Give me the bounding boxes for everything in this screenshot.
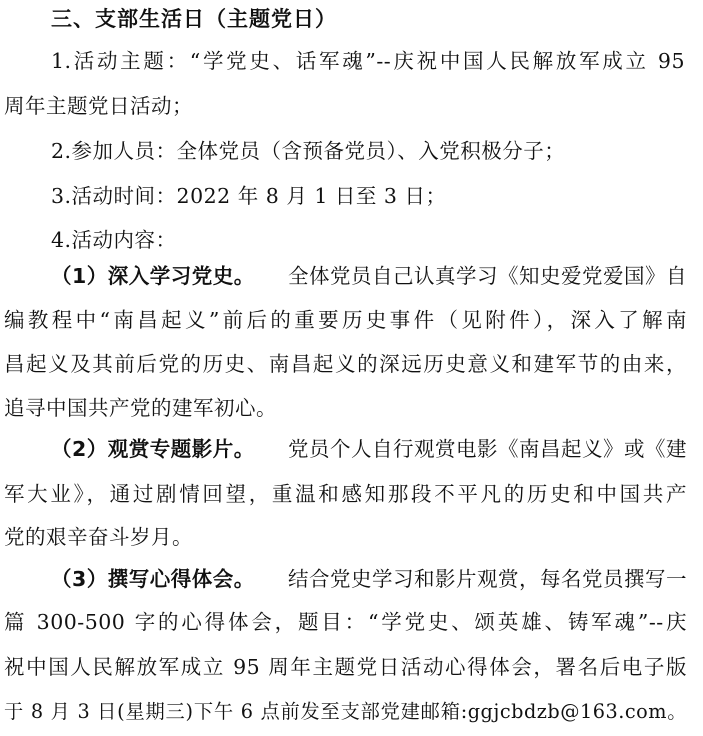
subitem-write-reflection-line-4: 于 8 月 3 日(星期三)下午 6 点前发至支部党建邮箱:ggjcbdzb@163.com。 (4, 700, 687, 723)
item-participants: 2.参加人员：全体党员（含预备党员）、入党积极分子； (51, 139, 566, 163)
item-activity-theme-line-2: 周年主题党日活动； (4, 94, 193, 118)
subitem-watch-film-title: （2）观赏专题影片。 (51, 437, 255, 461)
subitem-write-reflection-line-1 (51, 565, 687, 593)
item-activity-theme-line-1: 1.活动主题：“学党史、话军魂”--庆祝中国人民解放军成立 95 (51, 49, 685, 73)
subitem-watch-film-text: 党员个人自行观赏电影《南昌起义》或《建 (288, 437, 687, 461)
subitem-write-reflection-line-3: 祝中国人民解放军成立 95 周年主题党日活动心得体会，署名后电子版 (4, 655, 687, 679)
subitem-write-reflection-title: （3）撰写心得体会。 (51, 567, 255, 591)
subitem-watch-film-line-3: 党的艰辛奋斗岁月。 (4, 525, 193, 549)
section-heading: 三、支部生活日（主题党日） (51, 7, 337, 31)
subitem-study-history-title: （1）深入学习党史。 (51, 264, 255, 288)
subitem-study-history-line-4: 追寻中国共产党的建军初心。 (4, 396, 277, 420)
subitem-watch-film-line-1 (51, 435, 687, 463)
item-activity-time: 3.活动时间：2022 年 8 月 1 日至 3 日； (51, 184, 447, 208)
subitem-study-history-line-1 (51, 262, 687, 290)
item-activity-content: 4.活动内容： (51, 228, 177, 252)
subitem-study-history-line-2: 编教程中“南昌起义”前后的重要历史事件（见附件），深入了解南 (4, 308, 687, 332)
subitem-write-reflection-line-2: 篇 300-500 字的心得体会，题目：“学党史、颂英雄、铸军魂”--庆 (4, 610, 687, 634)
subitem-study-history-line-3: 昌起义及其前后党的历史、南昌起义的深远历史意义和建军节的由来， (4, 352, 687, 376)
subitem-write-reflection-text: 结合党史学习和影片观赏，每名党员撰写一 (288, 567, 687, 591)
subitem-study-history-text: 全体党员自己认真学习《知史爱党爱国》自 (288, 264, 687, 288)
subitem-watch-film-line-2: 军大业》，通过剧情回望，重温和感知那段不平凡的历史和中国共产 (4, 482, 687, 506)
